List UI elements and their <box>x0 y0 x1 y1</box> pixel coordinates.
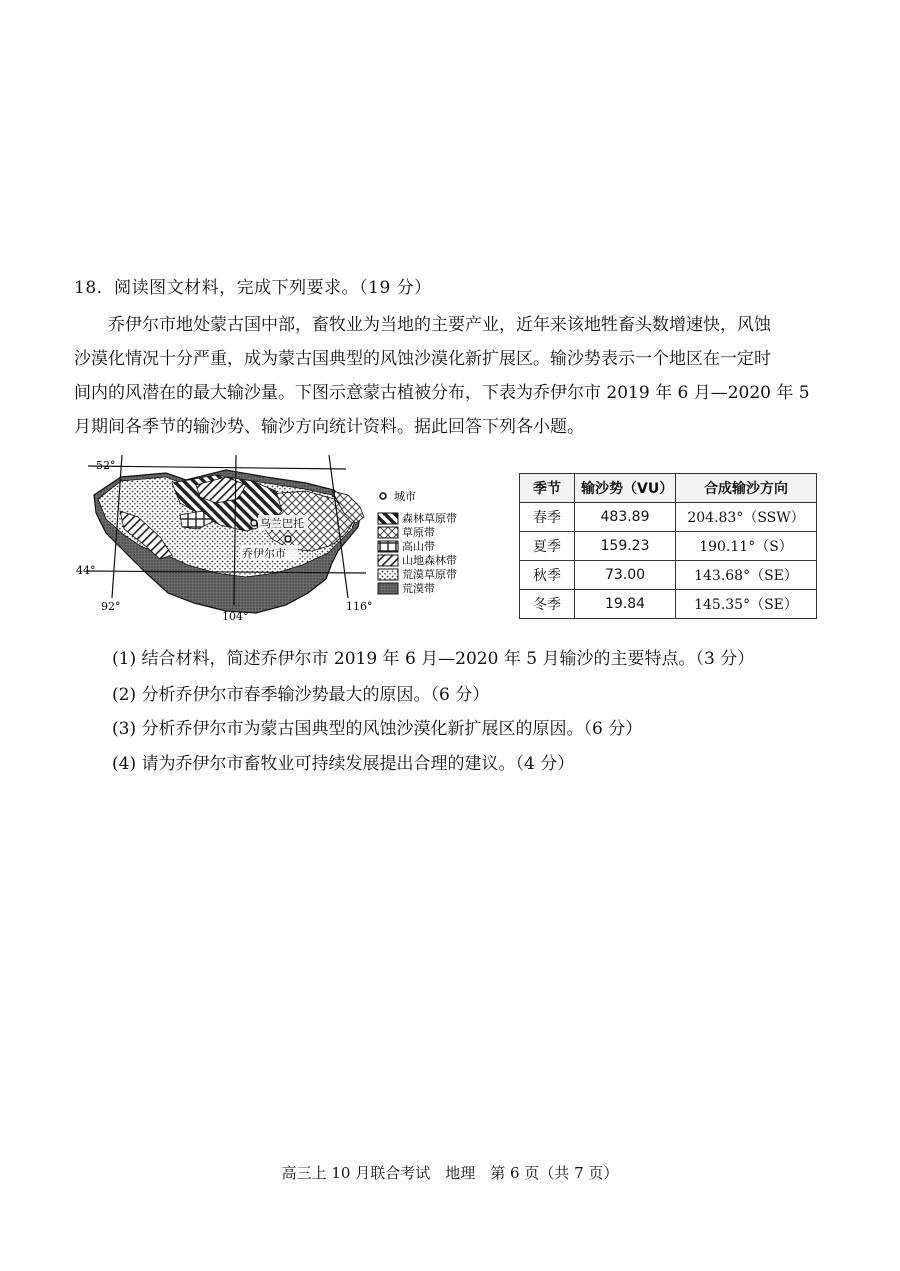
table-cell: 190.11°（S） <box>676 532 817 561</box>
table-row <box>520 532 817 561</box>
alpine-swatch <box>378 541 398 552</box>
table-cell: 夏季 <box>520 532 575 561</box>
desert-swatch <box>378 583 398 594</box>
table-cell: 145.35°（SE） <box>676 590 817 619</box>
desert-steppe-swatch <box>378 569 398 580</box>
table-header: 输沙势（VU） <box>575 474 676 503</box>
city-ulaanbaatar-label: 乌兰巴托 <box>260 517 304 530</box>
intro-line: 乔伊尔市地处蒙古国中部，畜牧业为当地的主要产业，近年来该地牲畜头数增速快，风蚀 <box>108 315 771 335</box>
sand-transport-table <box>519 473 817 619</box>
intro-paragraph <box>74 308 834 444</box>
city-choir-marker <box>285 536 291 542</box>
question-title: 18．阅读图文材料，完成下列要求。（19 分） <box>74 278 432 298</box>
subquestion-4: (4) 请为乔伊尔市畜牧业可持续发展提出合理的建议。（4 分） <box>112 754 575 774</box>
table-row <box>520 561 817 590</box>
lat-label-52: 52° <box>96 459 116 472</box>
table-cell: 秋季 <box>520 561 575 590</box>
forest-steppe-swatch <box>378 513 398 524</box>
legend-label: 荒漠带 <box>402 582 435 595</box>
lat-label-44: 44° <box>76 564 96 577</box>
table-header-row <box>520 474 817 503</box>
intro-line: 间内的风潜在的最大输沙量。下图示意蒙古植被分布，下表为乔伊尔市 2019 年 6 月—2020 年 5 <box>74 383 810 403</box>
mountain-forest-swatch <box>378 555 398 566</box>
table-cell: 73.00 <box>575 561 676 590</box>
table-cell: 冬季 <box>520 590 575 619</box>
table-cell: 483.89 <box>575 503 676 532</box>
table-cell: 159.23 <box>575 532 676 561</box>
city-choir-label: 乔伊尔市 <box>242 547 286 560</box>
table-header: 合成输沙方向 <box>676 474 817 503</box>
city-ulaanbaatar-marker <box>251 520 257 526</box>
legend-label: 荒漠草原带 <box>402 568 457 581</box>
lon-label-116: 116° <box>346 600 373 613</box>
legend-label: 城市 <box>394 490 416 503</box>
table-cell: 204.83°（SSW） <box>676 503 817 532</box>
map-legend <box>378 490 457 595</box>
table-cell: 春季 <box>520 503 575 532</box>
lon-label-92: 92° <box>101 600 121 613</box>
city-legend-icon <box>380 493 386 499</box>
table-cell: 143.68°（SE） <box>676 561 817 590</box>
legend-label: 草原带 <box>402 526 435 539</box>
legend-label: 森林草原带 <box>402 512 457 525</box>
page-footer: 高三上 10 月联合考试 地理 第 6 页（共 7 页） <box>281 1164 619 1182</box>
table-cell: 19.84 <box>575 590 676 619</box>
lon-label-104: 104° <box>222 610 249 623</box>
legend-label: 山地森林带 <box>402 554 457 567</box>
intro-line: 月期间各季节的输沙势、输沙方向统计资料。据此回答下列各小题。 <box>74 417 584 437</box>
table-row <box>520 503 817 532</box>
steppe-swatch <box>378 527 398 538</box>
subquestion-1: (1) 结合材料，简述乔伊尔市 2019 年 6 月—2020 年 5 月输沙的主要特点。（3 分） <box>112 649 755 669</box>
subquestion-3: (3) 分析乔伊尔市为蒙古国典型的风蚀沙漠化新扩展区的原因。（6 分） <box>112 719 643 739</box>
vegetation-map <box>76 455 486 625</box>
subquestion-2: (2) 分析乔伊尔市春季输沙势最大的原因。（6 分） <box>112 685 490 705</box>
legend-label: 高山带 <box>402 540 435 553</box>
table-row <box>520 590 817 619</box>
table-header: 季节 <box>520 474 575 503</box>
intro-line: 沙漠化情况十分严重，成为蒙古国典型的风蚀沙漠化新扩展区。输沙势表示一个地区在一定时 <box>74 349 771 369</box>
